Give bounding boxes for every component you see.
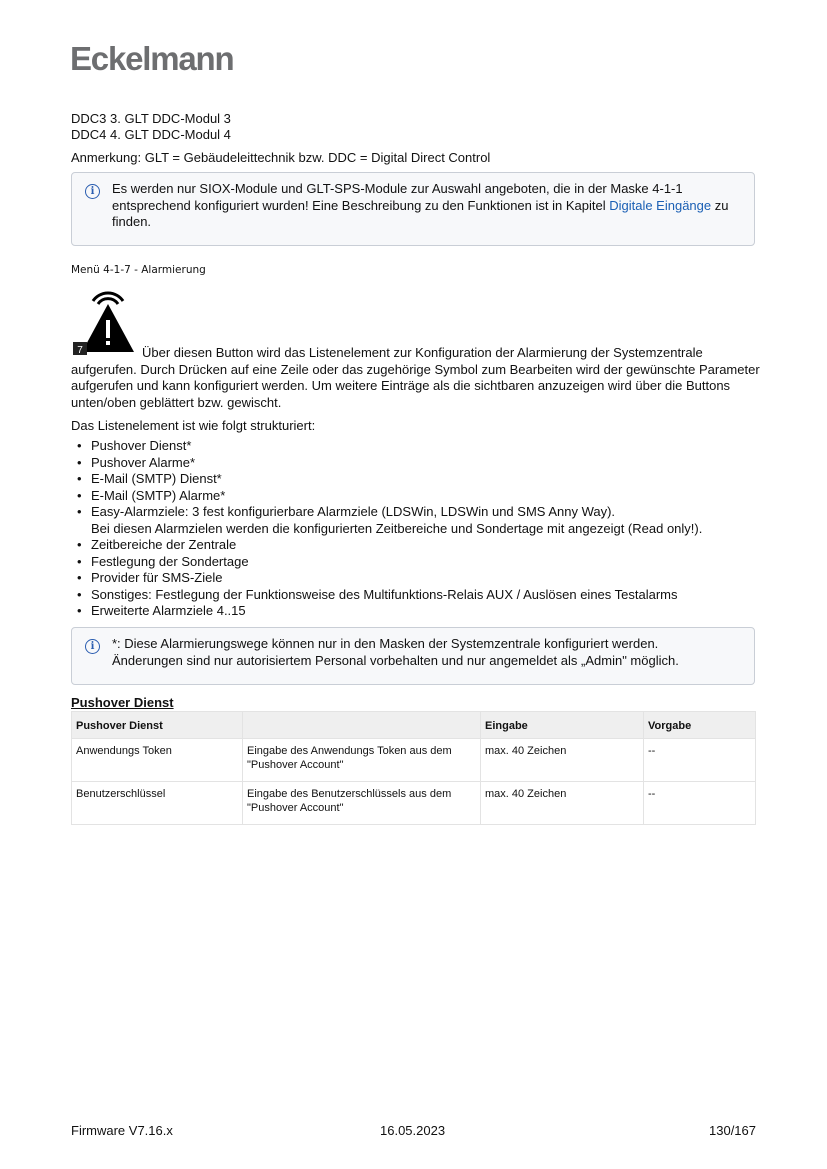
pushover-table-wrap [71, 711, 756, 825]
note-line: Änderungen sind nur autorisiertem Personal vorbehalten und nur angemeldet als „Admin" möglich. [112, 652, 679, 668]
intro-paragraph: Über diesen Button wird das Listenelement zur Konfiguration der Alarmierung der Systemzentrale aufgerufen. Durch Drücken auf eine Zeile oder das zugehörige Symbol zum Bearbeiten wird der gewünschte Parameter aufgerufen und kann konfiguriert werden. Um weitere Einträge als die sichtbaren anzuzeigen wird über die Buttons unten/oben geblättert bzw. gewischt. [71, 345, 760, 410]
eckelmann-logo: Eckelmann [70, 40, 234, 77]
footer-page-number: 130/167 [709, 1123, 756, 1138]
table-cell: Eingabe des Anwendungs Token aus dem "Pushover Account" [243, 739, 481, 782]
bullet-list [71, 438, 761, 620]
text-line: DDC3 3. GLT DDC-Modul 3 [71, 111, 231, 126]
section-heading: Pushover Dienst [71, 695, 174, 710]
column-header: Pushover Dienst [72, 712, 243, 739]
list-item: • Provider für SMS-Ziele [91, 570, 761, 587]
list-item: • Festlegung der Sondertage [91, 554, 761, 571]
list-item: • E-Mail (SMTP) Alarme* [91, 488, 761, 505]
column-header: Eingabe [481, 712, 644, 739]
table-cell: max. 40 Zeichen [481, 782, 644, 825]
digitale-eingaenge-link[interactable]: Digitale Eingänge [609, 197, 712, 213]
table-cell: Benutzerschlüssel [72, 782, 243, 825]
info-note [71, 172, 755, 246]
footer-firmware: Firmware V7.16.x [71, 1123, 173, 1138]
structure-label: Das Listenelement ist wie folgt strukturiert: [71, 418, 316, 433]
pushover-table [71, 711, 756, 825]
info-icon: i [85, 639, 100, 654]
list-item: • Pushover Alarme* [91, 455, 761, 472]
note-text-end: zu finden. [112, 197, 729, 229]
note-text: Es werden nur SIOX-Module und GLT-SPS-Module zur Auswahl angeboten, die in der Maske 4-1-1 entsprechend konfiguriert wurden! Eine Beschreibung zu den Funktionen ist in Kapitel [112, 181, 683, 213]
table-cell: Anwendungs Token [72, 739, 243, 782]
note-line: *: Diese Alarmierungswege können nur in den Masken der Systemzentrale konfiguriert werden. [112, 636, 659, 651]
list-item: • Zeitbereiche der Zentrale [91, 537, 761, 554]
list-item: • Pushover Dienst* [91, 438, 761, 455]
figure-caption: Menü 4-1-7 - Alarmierung [71, 264, 206, 276]
list-item: • Sonstiges: Festlegung der Funktionsweise des Multifunktions-Relais AUX / Auslösen eines Testalarms [91, 587, 761, 604]
table-row [72, 739, 756, 782]
list-item [91, 504, 761, 537]
remark: Anmerkung: GLT = Gebäudeleittechnik bzw. DDC = Digital Direct Control [71, 150, 491, 165]
icon-badge: 7 [77, 345, 83, 356]
admin-note [71, 627, 755, 685]
table-row [72, 782, 756, 825]
table-cell: -- [644, 782, 756, 825]
text-line: DDC4 4. GLT DDC-Modul 4 [71, 127, 231, 142]
column-header: Vorgabe [644, 712, 756, 739]
table-cell: max. 40 Zeichen [481, 739, 644, 782]
table-cell: Eingabe des Benutzerschlüssels aus dem "Pushover Account" [243, 782, 481, 825]
info-icon: i [85, 184, 100, 199]
list-item-subtext: Bei diesen Alarmzielen werden die konfigurierten Zeitbereiche und Sondertage mit angezeigt (Read only!). [91, 520, 703, 536]
list-item-text: Easy-Alarmziele: 3 fest konfigurierbare Alarmziele (LDSWin, LDSWin und SMS Anny Way). [91, 504, 616, 519]
column-header [243, 712, 481, 739]
table-cell: -- [644, 739, 756, 782]
table-header-row [72, 712, 756, 739]
list-item: • E-Mail (SMTP) Dienst* [91, 471, 761, 488]
list-item: • Erweiterte Alarmziele 4..15 [91, 603, 761, 620]
footer-date: 16.05.2023 [380, 1123, 446, 1138]
